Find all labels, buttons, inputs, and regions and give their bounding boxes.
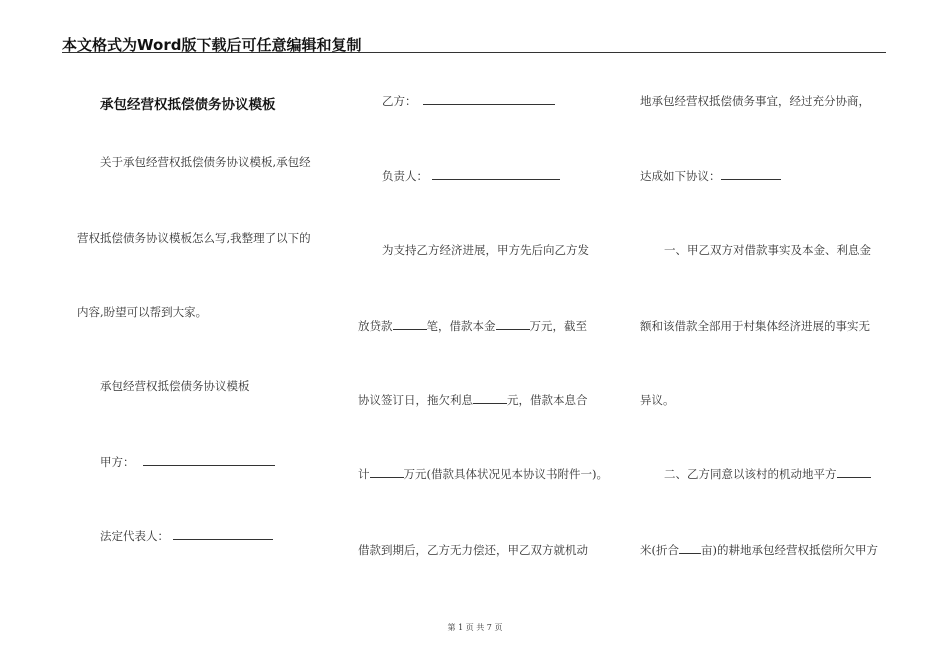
intro-line-2: 营权抵偿债务协议模板怎么写,我整理了以下的 [77,231,311,245]
party-b-line [382,93,555,109]
col3-line-2 [640,168,781,184]
document-banner: 本文格式为Word版下载后可任意编辑和复制 [62,36,362,54]
col3-line-5: 异议。 [640,393,675,407]
party-b-label: 乙方： [382,94,417,108]
responsible-blank [432,169,560,180]
party-a-blank [143,455,275,466]
intro-line-1: 关于承包经营权抵偿债务协议模板,承包经 [100,155,311,169]
legal-rep-label: 法定代表人： [100,529,169,543]
text-segment: 元，借款本息合 [507,393,588,407]
responsible-label: 负责人： [382,169,428,183]
paragraph-line-5: 借款到期后，乙方无力偿还，甲乙双方就机动 [358,543,588,557]
party-a-line [100,454,275,470]
header-rule [62,52,886,53]
text-segment: 米(折合 [640,543,679,557]
party-b-blank [423,94,555,105]
paragraph-line-3 [358,392,588,408]
text-segment: 亩)的耕地承包经营权抵偿所欠甲方 [701,543,878,557]
page-footer: 第 1 页 共 7 页 [447,623,503,632]
col3-line-1: 地承包经营权抵偿债务事宜，经过充分协商， [640,94,870,108]
mu-blank [679,543,701,554]
text-segment: 放贷款 [358,319,393,333]
responsible-line [382,168,560,184]
legal-rep-blank [173,529,273,540]
text-segment: 二、乙方同意以该村的机动地平方 [664,467,837,481]
text-segment: 万元，截至 [529,319,587,333]
subtitle: 承包经营权抵偿债务协议模板 [100,379,250,393]
area-blank [837,467,871,478]
col3-line-3: 一、甲乙双方对借款事实及本金、利息金 [664,243,871,257]
legal-rep-line [100,528,273,544]
col3-line-7 [640,542,878,558]
interest-blank [473,393,507,404]
loan-count-blank [393,319,427,330]
document-title: 承包经营权抵偿债务协议模板 [100,97,276,113]
col3-line-4: 额和该借款全部用于村集体经济进展的事实无 [640,319,870,333]
paragraph-line-1: 为支持乙方经济进展，甲方先后向乙方发 [382,243,589,257]
total-blank [370,467,404,478]
text-segment: 协议签订日，拖欠利息 [358,393,473,407]
text-segment: 计 [358,467,370,481]
col3-line-6 [664,466,871,482]
paragraph-line-2 [358,318,587,334]
principal-blank [496,319,530,330]
text-segment: 笔，借款本金 [426,319,496,333]
agreement-label: 达成如下协议： [640,169,721,183]
paragraph-line-4 [358,466,608,482]
intro-line-3: 内容,盼望可以帮到大家。 [77,305,208,319]
agreement-blank [721,169,781,180]
text-segment: 万元(借款具体状况见本协议书附件一)。 [403,467,608,481]
party-a-label: 甲方： [100,455,135,469]
